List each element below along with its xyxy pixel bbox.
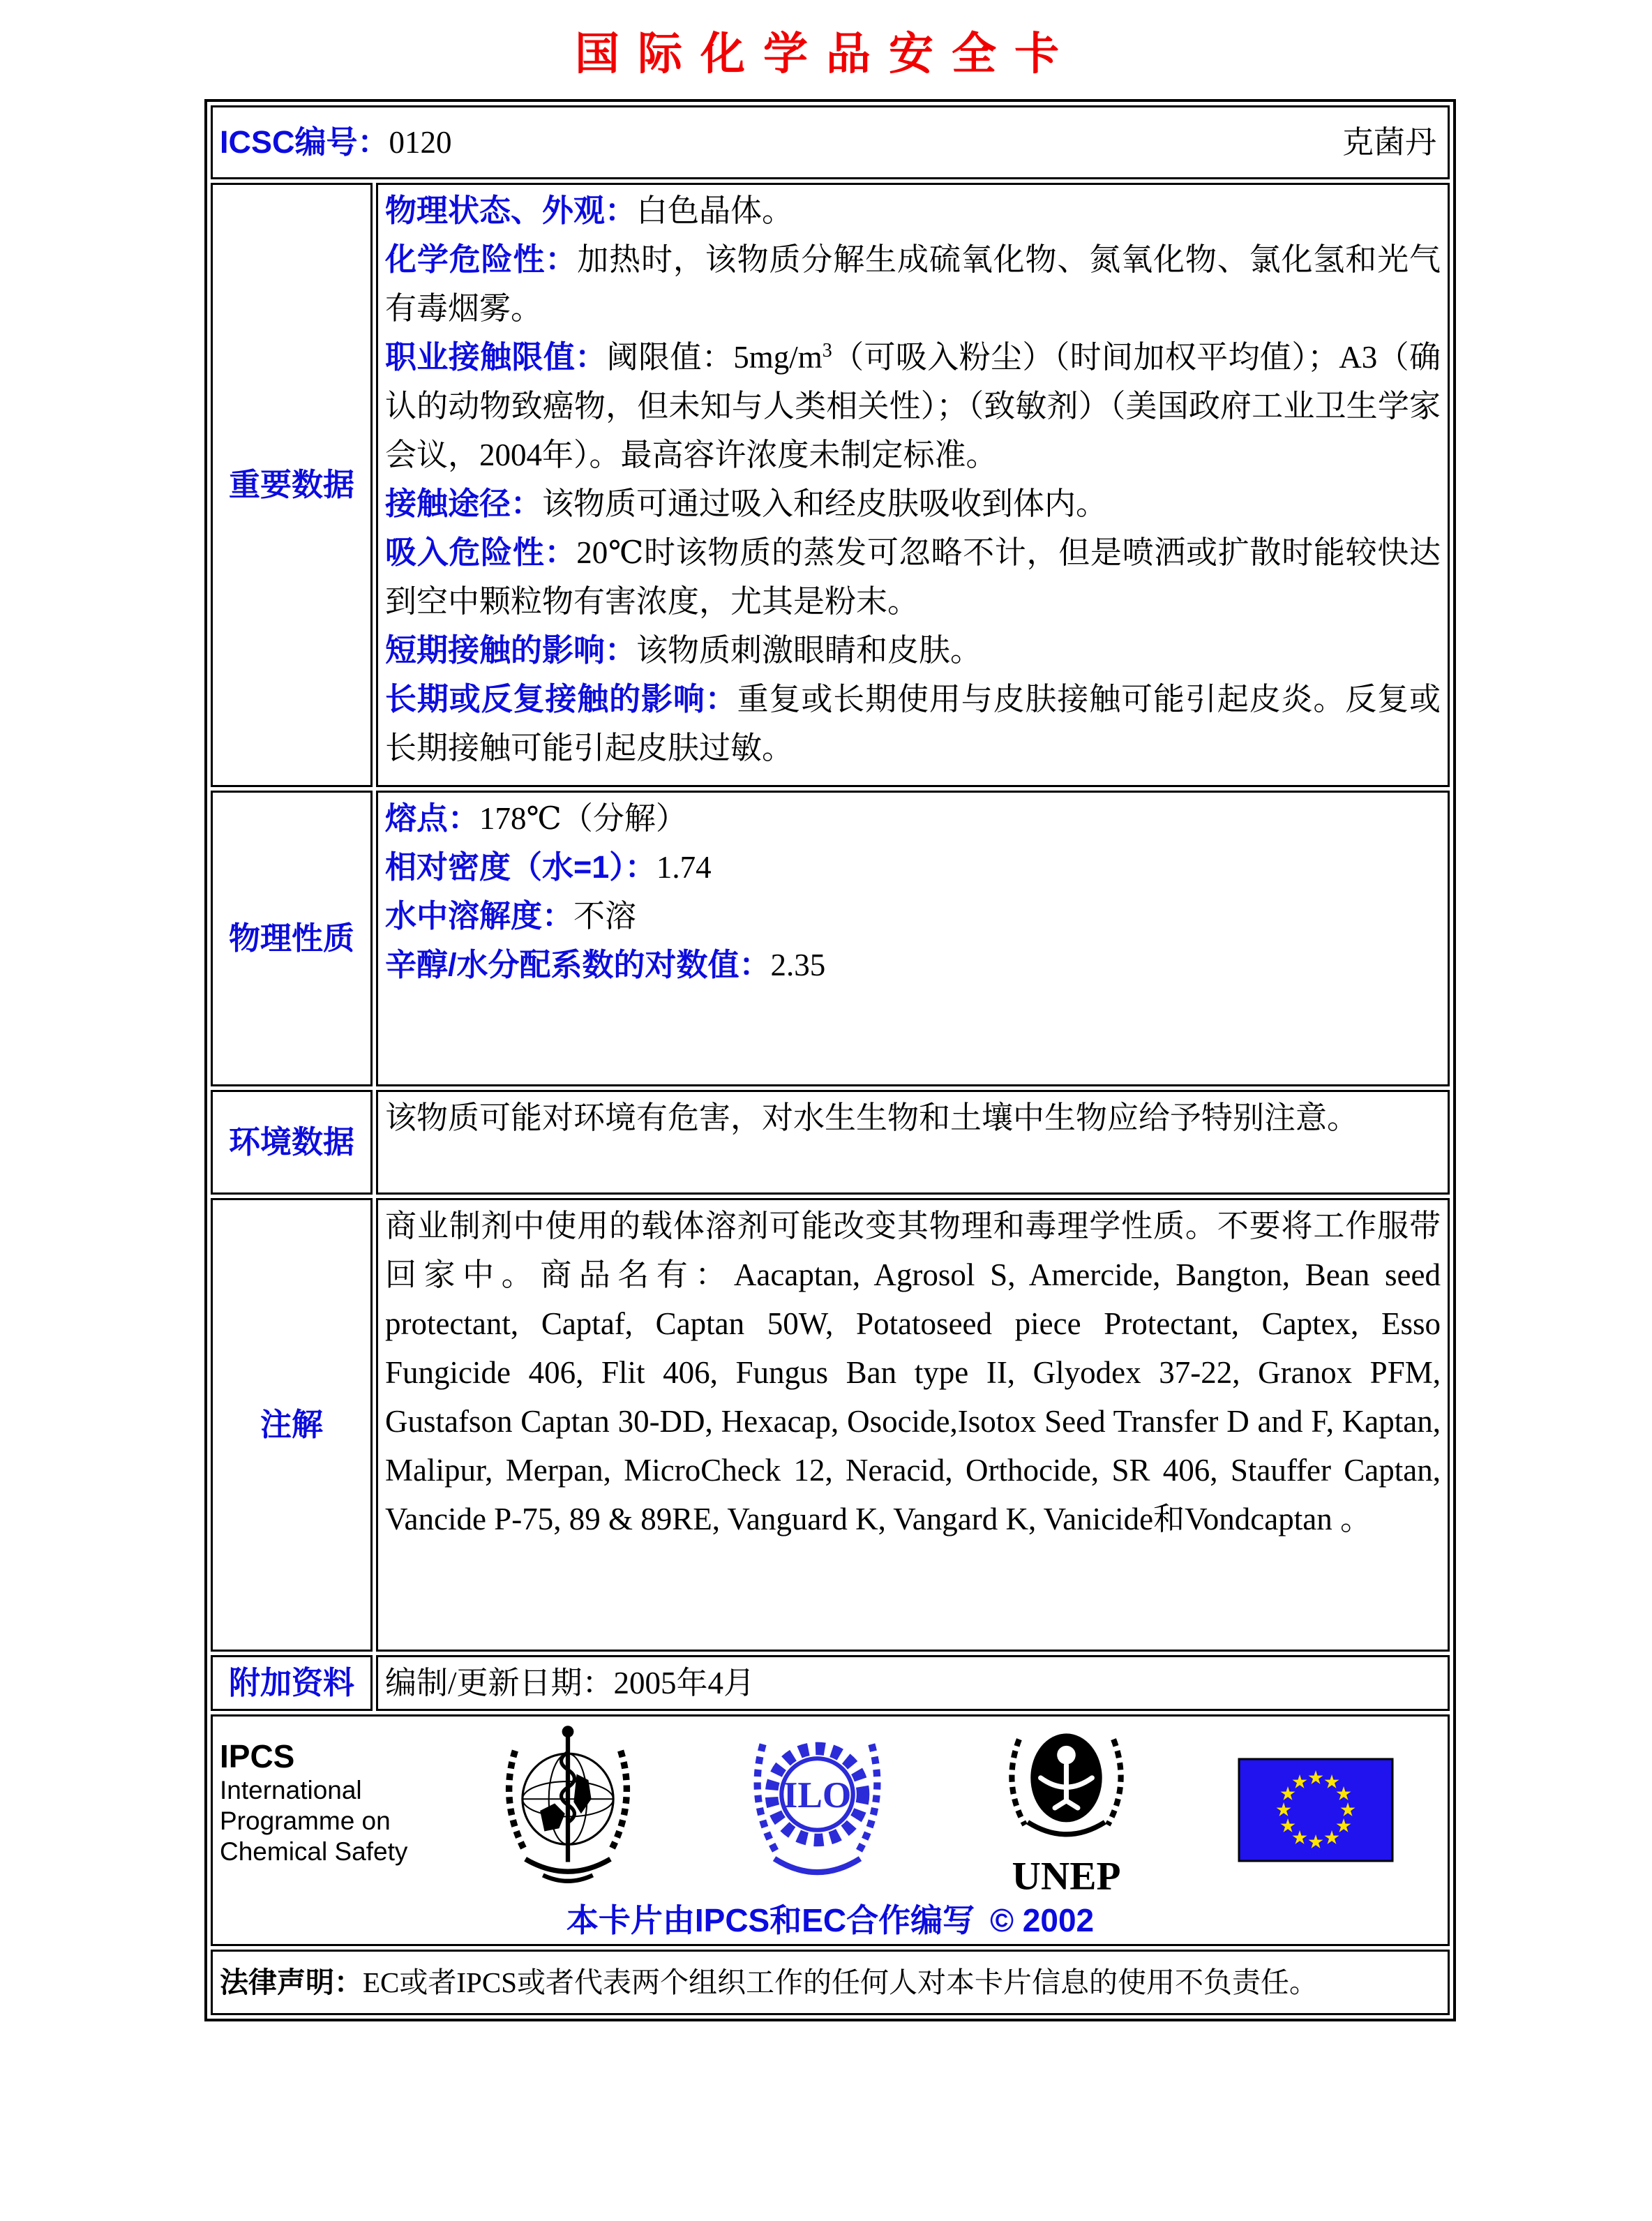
credit-line bbox=[220, 1901, 1441, 1940]
field-label: 水中溶解度： bbox=[385, 898, 574, 934]
icsc-number-value: 0120 bbox=[389, 125, 452, 160]
ipcs-heading-block bbox=[220, 1721, 443, 1867]
legal-notice-cell bbox=[211, 1950, 1450, 2015]
field-long-term-effects bbox=[385, 675, 1441, 772]
credit-text: 本卡片由IPCS和EC合作编写 bbox=[566, 1902, 975, 1938]
additional-information-content bbox=[376, 1655, 1450, 1711]
ipcs-subtitle-line: International bbox=[220, 1776, 362, 1804]
field-label: 化学危险性： bbox=[385, 241, 578, 277]
section-label-environmental-data bbox=[211, 1090, 373, 1195]
ilo-logo-box bbox=[693, 1721, 943, 1899]
card-header-cell bbox=[211, 105, 1450, 179]
ilo-letters: ILO bbox=[783, 1774, 852, 1816]
field-melting-point bbox=[385, 794, 1441, 843]
icsc-card-table bbox=[204, 99, 1456, 2021]
field-label: 吸入危险性： bbox=[385, 534, 577, 570]
field-short-term-effects bbox=[385, 626, 1441, 675]
physical-properties-content bbox=[376, 791, 1450, 1086]
section-label-important-data bbox=[211, 183, 373, 787]
legal-text: EC或者IPCS或者代表两个组织工作的任何人对本卡片信息的使用不负责任。 bbox=[363, 1966, 1318, 1998]
field-octanol-water-partition bbox=[385, 941, 1441, 989]
icsc-number-group bbox=[220, 118, 452, 167]
ipcs-acronym: IPCS bbox=[220, 1738, 295, 1774]
field-value: 白色晶体。 bbox=[636, 193, 794, 228]
field-routes-of-exposure bbox=[385, 479, 1441, 528]
page-title: 国际化学品安全卡 bbox=[575, 29, 1077, 79]
notes-content bbox=[376, 1198, 1450, 1652]
field-label: 职业接触限值： bbox=[385, 339, 607, 375]
legal-label: 法律声明： bbox=[220, 1966, 363, 1998]
notes-row bbox=[211, 1198, 1450, 1652]
additional-information-row bbox=[211, 1655, 1450, 1711]
field-label: 短期接触的影响： bbox=[385, 632, 637, 668]
section-label-physical-properties bbox=[211, 791, 373, 1086]
environmental-data-content bbox=[376, 1090, 1450, 1195]
notes-text: 商业制剂中使用的载体溶剂可能改变其物理和毒理学性质。不要将工作服带回家中。商品名有：Aacaptan, Agrosol S, Amercide, Bangton, Bean seed protectant, Captaf, Captan 50W, Potatoseed piece Protectant, Captex, Esso Fungicide 406, Flit 406, Fungus Ban type II, Glyodex 37-22, Granox PFM, Gustafson Captan 30-DD, Hexacap, Osocide,Isotox Seed Transfer D and F, Kaptan, Malipur, Merpan, MicroCheck 12, Neracid, Orthocide, SR 406, Stauffer Captan, Vancide P-75, 89 & 89RE, Vanguard K, Vangard K, Vanicide和Vondcaptan 。 bbox=[385, 1209, 1441, 1536]
section-label-text: 环境数据 bbox=[228, 1124, 354, 1160]
section-label-notes bbox=[211, 1198, 373, 1652]
environmental-data-text: 该物质可能对环境有危害，对水生生物和土壤中生物应给予特别注意。 bbox=[385, 1100, 1359, 1135]
field-physical-state bbox=[385, 186, 1441, 235]
field-chemical-dangers bbox=[385, 235, 1441, 333]
eu-flag-box bbox=[1192, 1721, 1441, 1899]
who-logo-icon bbox=[495, 1723, 641, 1897]
field-value: 该物质刺激眼睛和皮肤。 bbox=[636, 633, 982, 668]
field-value: 不溶 bbox=[573, 899, 637, 934]
chemical-name: 克菌丹 bbox=[1342, 125, 1436, 160]
field-relative-density bbox=[385, 843, 1441, 892]
card-header-row bbox=[211, 105, 1450, 179]
important-data-content bbox=[376, 183, 1450, 787]
icsc-number-label: ICSC编号： bbox=[220, 124, 389, 160]
field-value: 1.74 bbox=[656, 850, 712, 885]
update-date-text: 编制/更新日期：2005年4月 bbox=[385, 1666, 756, 1700]
field-label: 相对密度（水=1）： bbox=[385, 849, 656, 885]
ipcs-subtitle-line: Chemical Safety bbox=[220, 1837, 408, 1866]
field-value-part1: 阈限值：5mg/m bbox=[606, 340, 823, 375]
unep-caption: UNEP bbox=[1012, 1854, 1121, 1899]
field-value-part2: （可吸入粉尘）（时间加权平均值）；A3（确认的动物致癌物，但未知与人类相关性）；（致敏剂）（美国政府工业卫生学家会议，2004年）。最高容许浓度未制定标准。 bbox=[385, 340, 1441, 472]
field-label: 接触途径： bbox=[385, 486, 543, 521]
field-value: 20℃时该物质的蒸发可忽略不计，但是喷洒或扩散时能较快达到空中颗粒物有害浓度，尤其是粉末。 bbox=[385, 535, 1441, 619]
section-label-text: 注解 bbox=[260, 1407, 323, 1442]
field-inhalation-risk bbox=[385, 528, 1441, 626]
ilo-logo-icon bbox=[746, 1723, 889, 1897]
field-label: 熔点： bbox=[385, 800, 480, 836]
field-value: 该物质可通过吸入和经皮肤吸收到体内。 bbox=[542, 486, 1108, 521]
section-label-text: 物理性质 bbox=[228, 920, 354, 956]
important-data-row bbox=[211, 183, 1450, 787]
section-label-text: 附加资料 bbox=[228, 1665, 354, 1700]
footer-logos-strip bbox=[220, 1721, 1441, 1899]
field-value: 加热时，该物质分解生成硫氧化物、氮氧化物、氯化氢和光气有毒烟雾。 bbox=[385, 242, 1441, 326]
field-value-superscript: 3 bbox=[822, 340, 832, 361]
field-value: 178℃（分解） bbox=[479, 801, 687, 836]
footer-cell bbox=[211, 1714, 1450, 1946]
section-label-additional-information bbox=[211, 1655, 373, 1711]
section-label-text: 重要数据 bbox=[228, 467, 354, 502]
field-label: 辛醇/水分配系数的对数值： bbox=[385, 947, 771, 982]
unep-logo-box bbox=[942, 1721, 1192, 1899]
legal-notice-row bbox=[211, 1950, 1450, 2015]
field-occupational-exposure-limits bbox=[385, 333, 1441, 479]
ipcs-subtitle-line: Programme on bbox=[220, 1807, 391, 1835]
field-value: 2.35 bbox=[770, 948, 826, 982]
field-value: 重复或长期使用与皮肤接触可能引起皮炎。反复或长期接触可能引起皮肤过敏。 bbox=[385, 682, 1441, 765]
copyright-text: © 2002 bbox=[990, 1902, 1095, 1938]
environmental-data-row bbox=[211, 1090, 1450, 1195]
who-logo-box bbox=[443, 1721, 693, 1899]
field-label: 长期或反复接触的影响： bbox=[385, 681, 737, 717]
eu-flag-icon bbox=[1238, 1758, 1394, 1862]
field-label: 物理状态、外观： bbox=[385, 193, 637, 228]
icsc-card-table-wrapper bbox=[204, 99, 1456, 2021]
field-water-solubility bbox=[385, 892, 1441, 941]
unep-logo-icon bbox=[995, 1721, 1138, 1899]
physical-properties-row bbox=[211, 791, 1450, 1086]
footer-row bbox=[211, 1714, 1450, 1946]
